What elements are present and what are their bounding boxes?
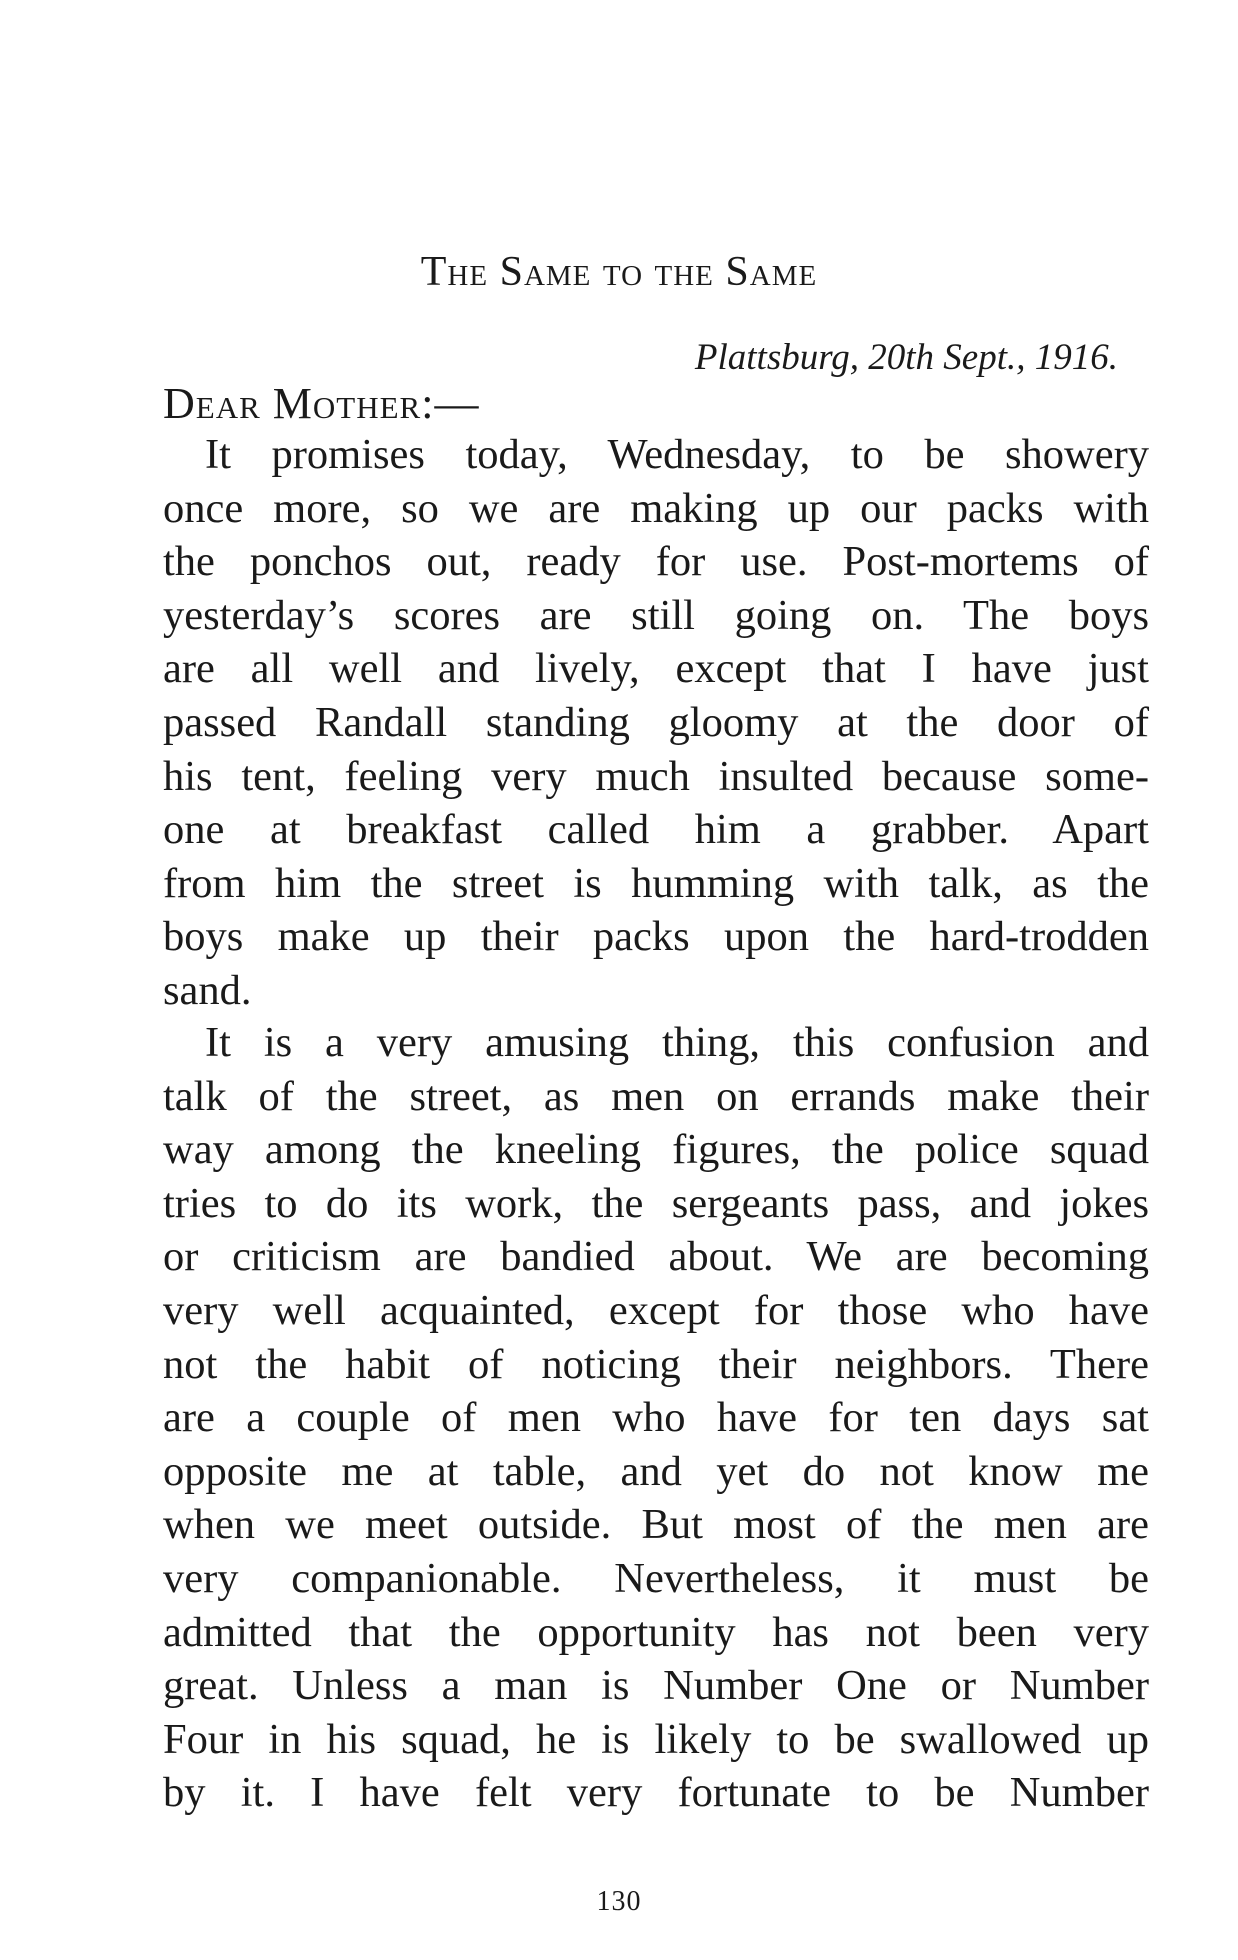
text-line: It is a very amusing thing, this confusion and [205, 1019, 1149, 1066]
text-line: very well acquainted, except for those who have [163, 1286, 1149, 1334]
dateline: Plattsburg, 20th Sept., 1916. [694, 337, 1118, 378]
text-line: passed Randall standing gloomy at the door of [163, 698, 1149, 746]
text-line: admitted that the opportunity has not been very [163, 1608, 1149, 1656]
text-line: one at breakfast called him a grabber. Apart [163, 806, 1149, 854]
text-line: yesterday’s scores are still going on. The boys [163, 591, 1149, 639]
text-line: It promises today, Wednesday, to be showery [205, 431, 1149, 478]
letter-heading: The Same to the Same [420, 249, 818, 295]
text-line: are all well and lively, except that I have just [163, 645, 1149, 693]
text-line: once more, so we are making up our packs with [163, 484, 1149, 532]
text-line: the ponchos out, ready for use. Post-mortems of [163, 538, 1149, 586]
page-number: 130 [596, 1886, 642, 1917]
text-line: his tent, feeling very much insulted because some- [163, 752, 1149, 800]
text-line: opposite me at table, and yet do not know me [163, 1447, 1149, 1495]
text-line: talk of the street, as men on errands make their [163, 1072, 1149, 1120]
text-line: from him the street is humming with talk, as the [163, 859, 1149, 907]
text-line: by it. I have felt very fortunate to be Number [163, 1769, 1149, 1817]
text-line: are a couple of men who have for ten days sat [163, 1394, 1149, 1442]
text-line: Four in his squad, he is likely to be swallowed up [163, 1715, 1149, 1763]
text-line: very companionable. Nevertheless, it must be [163, 1554, 1149, 1602]
text-line: tries to do its work, the sergeants pass, and jokes [163, 1179, 1149, 1227]
text-line: boys make up their packs upon the hard-trodden [163, 913, 1149, 961]
text-line: or criticism are bandied about. We are becoming [163, 1233, 1149, 1281]
text-line: great. Unless a man is Number One or Number [163, 1662, 1149, 1710]
paragraph-2 [163, 1016, 1149, 1820]
paragraph-1 [163, 428, 1149, 1018]
text-line: sand. [163, 966, 252, 1014]
text-line: way among the kneeling figures, the police squad [163, 1126, 1149, 1174]
salutation: Dear Mother:— [163, 379, 480, 428]
text-line: when we meet outside. But most of the men are [163, 1501, 1149, 1549]
text-line: not the habit of noticing their neighbors. There [163, 1340, 1149, 1388]
